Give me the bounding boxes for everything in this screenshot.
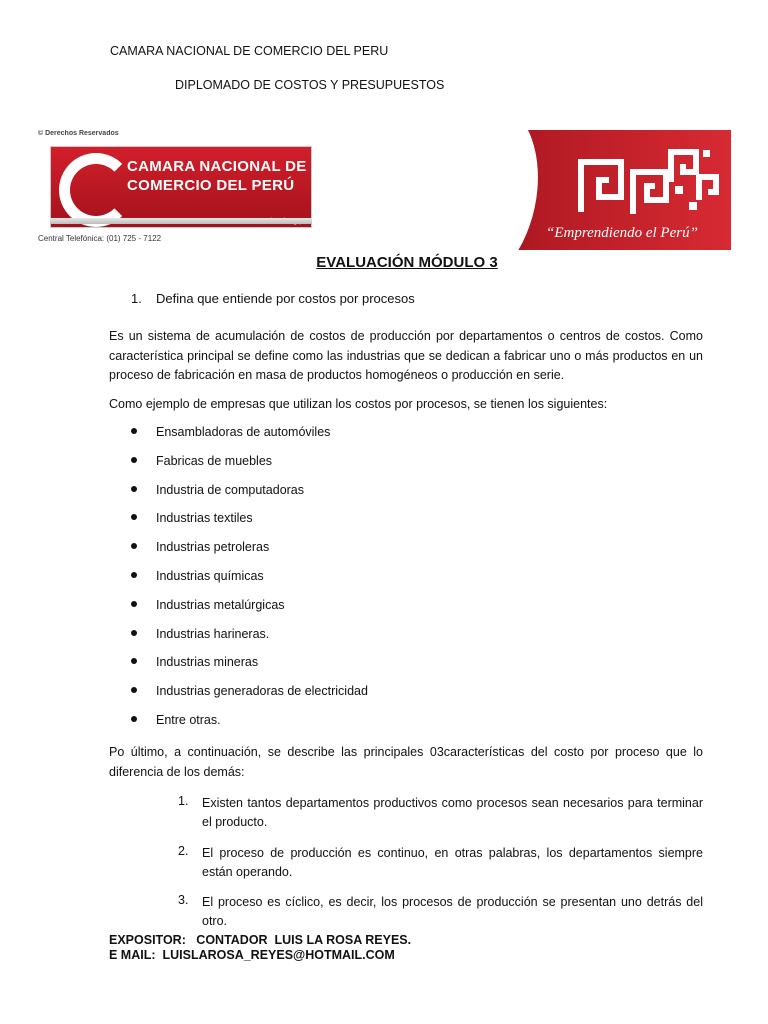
item-number: 2. <box>178 844 189 858</box>
chamber-logo <box>50 146 312 228</box>
header-institution: CAMARA NACIONAL DE COMERCIO DEL PERU <box>110 44 389 58</box>
bullet-icon <box>131 572 137 578</box>
bullet-icon <box>131 543 137 549</box>
document-page: CAMARA NACIONAL DE COMERCIO DEL PERU DIPLOMADO DE COSTOS Y PRESUPUESTOS “Emprendiendo el Perú” © Derechos Reservados CAMARA NACIONAL DE COMERCIO DEL PERÚ Central Telefónica: (01) 725 - 7122 EVALUACIÓN MÓDULO 3 1. Defina que entiende por costos por procesos Es un sistema de acumulación de costos de producción por departamentos o centros de costos. Como característica principal se define como las industrias que se dedican a fabricar uno o más productos en un proceso de fabricación en masa de productos homogéneos o producción en serie. Como ejemplo de empresas que utilizan los costos por procesos, se tienen los siguientes: Ensambladoras de automóviles Fabricas de muebles Industria de computadoras Industrias textiles Industrias petroleras Industrias químicas Industrias metalúrgicas Industrias harineras. Industrias mineras Industrias generadoras de electricidad Entre otras. Po último, a continuación, se describe las principales 03características del costo por proceso que lo diferencia de los demás: 1. Existen tantos departamentos productivos como procesos sean necesarios para terminar el producto. 2. El proceso de producción es continuo, en otras palabras, los departamentos siempre están operando. 3. El proceso es cíclico, es decir, los procesos de producción se presentan uno detrás del otro. EXPOSITOR: CONTADOR LUIS LA ROSA REYES. E MAIL: LUISLAROSA_REYES@HOTMAIL.COM <box>0 0 768 1024</box>
banner-phone: Central Telefónica: (01) 725 - 7122 <box>38 234 162 243</box>
examples-intro-paragraph: Como ejemplo de empresas que utilizan los costos por procesos, se tienen los siguientes: <box>109 397 608 411</box>
bullet-icon <box>131 601 137 607</box>
bullet-icon <box>131 457 137 463</box>
footer-expositor: EXPOSITOR: CONTADOR LUIS LA ROSA REYES. <box>109 933 412 947</box>
logo-underline-bar <box>50 218 312 224</box>
item-number: 1. <box>178 794 189 808</box>
item-text: Existen tantos departamentos productivos como procesos sean necesarios para terminar el producto. <box>202 796 703 829</box>
item-number: 3. <box>178 893 189 907</box>
characteristics-intro-paragraph: Po último, a continuación, se describe las principales 03características del costo por proceso que lo diferencia de los demás: <box>109 745 703 779</box>
intro-paragraph: Es un sistema de acumulación de costos de producción por departamentos o centros de costos. Como característica principal se define como las industrias que se dedican a fabricar uno o más productos en un proceso de fabricación en masa de productos homogéneos o producción en serie. <box>109 329 703 382</box>
bullet-icon <box>131 658 137 664</box>
header-program: DIPLOMADO DE COSTOS Y PRESUPUESTOS <box>175 78 445 92</box>
bullet-icon <box>131 716 137 722</box>
institution-banner <box>36 130 731 250</box>
item-text: El proceso de producción es continuo, en otras palabras, los departamentos siempre están operando. <box>202 846 703 879</box>
item-text: El proceso es cíclico, es decir, los procesos de producción se presentan uno detrás del otro. <box>202 895 703 928</box>
logo-c-icon <box>59 153 133 227</box>
logo-name-line1: CAMARA NACIONAL DE <box>127 158 307 175</box>
andean-pattern-icon <box>571 142 721 222</box>
bullet-icon <box>131 486 137 492</box>
question-text: Defina que entiende por costos por procesos <box>156 291 415 306</box>
banner-logo-panel <box>36 130 436 250</box>
footer-email: E MAIL: LUISLAROSA_REYES@HOTMAIL.COM <box>109 948 395 962</box>
bullet-icon <box>131 687 137 693</box>
copyright-note: © Derechos Reservados <box>38 130 119 137</box>
bullet-icon <box>131 428 137 434</box>
bullet-icon <box>131 630 137 636</box>
page-title: EVALUACIÓN MÓDULO 3 <box>316 254 498 271</box>
question-number: 1. <box>131 291 142 306</box>
banner-slogan: “Emprendiendo el Perú” <box>546 225 698 241</box>
bullet-icon <box>131 514 137 520</box>
logo-name-line2: COMERCIO DEL PERÚ <box>127 177 295 194</box>
question-1 <box>131 291 415 306</box>
